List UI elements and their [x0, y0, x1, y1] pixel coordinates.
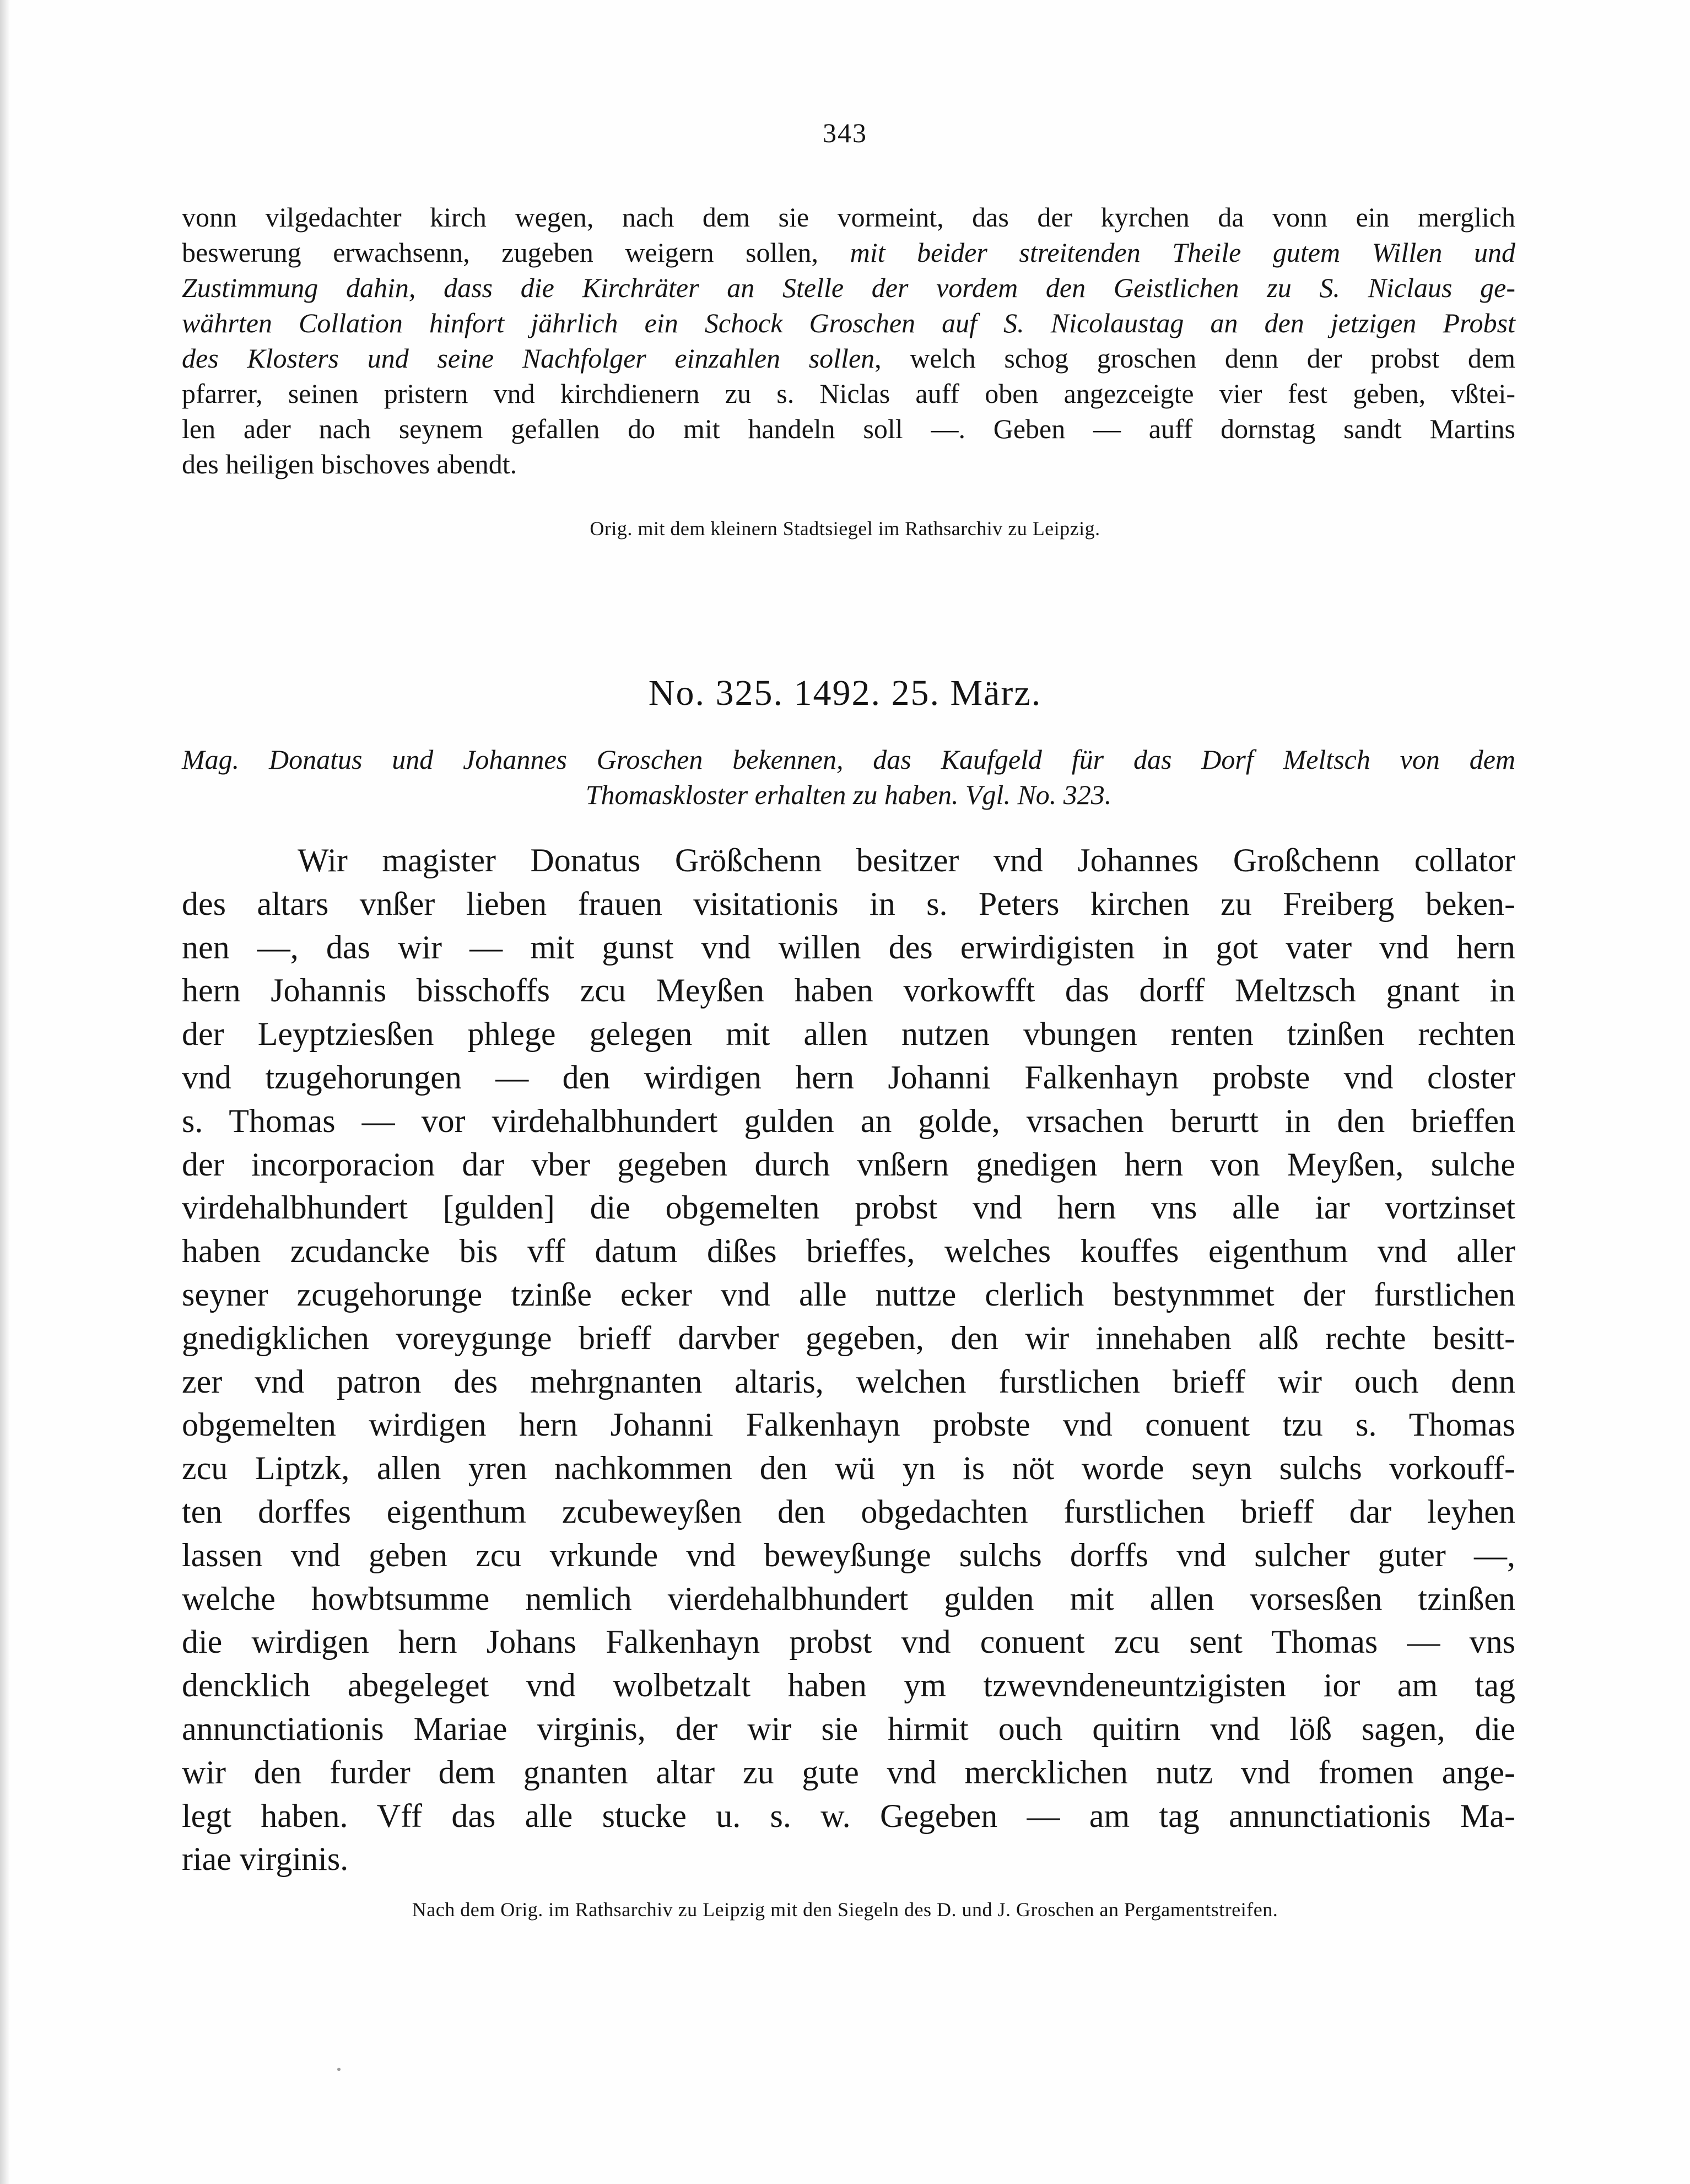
- body-line: die wirdigen hern Johans Falkenhayn probst vnd conuent zcu sent Thomas — vns: [182, 1624, 1515, 1660]
- document-source-note: Nach dem Orig. im Rathsarchiv zu Leipzig mit den Siegeln des D. und J. Groschen an Pergamentstreifen.: [412, 1899, 1278, 1921]
- summary-line: Thomaskloster erhalten zu haben. Vgl. No. 323.: [585, 779, 1112, 810]
- body-line: der incorporacion dar vber gegeben durch vnßern gnedigen hern von Meyßen, sulche: [182, 1146, 1515, 1183]
- body-line: wir den furder dem gnanten altar zu gute vnd mercklichen nutz vnd fromen ange-: [182, 1754, 1515, 1791]
- text-segment: pfarrer, seinen pristern vnd kirchdienern zu s. Niclas auff oben angezceigte vier fest geben, vßtei-: [182, 378, 1515, 409]
- text-line: [182, 305, 1515, 341]
- body-line: legt haben. Vff das alle stucke u. s. w. Gegeben — am tag annunctiationis Ma-: [182, 1797, 1515, 1834]
- document-heading: No. 325. 1492. 25. März.: [648, 673, 1042, 713]
- body-line: zcu Liptzk, allen yren nachkommen den wü yn is nöt worde seyn sulchs vorkouff-: [182, 1450, 1515, 1487]
- previous-document-source-note: Orig. mit dem kleinern Stadtsiegel im Rathsarchiv zu Leipzig.: [590, 517, 1100, 540]
- text-line: [182, 199, 1515, 235]
- text-line: [182, 341, 1515, 376]
- italic-segment: Zustimmung dahin, dass die Kirchräter an Stelle der vordem den Geistlichen zu S. Niclaus ge-: [182, 272, 1515, 303]
- body-line: ten dorffes eigenthum zcubeweyßen den obgedachten furstlichen brieff dar leyhen: [182, 1493, 1515, 1530]
- document-summary: [182, 742, 1515, 812]
- body-line: nen —, das wir — mit gunst vnd willen des erwirdigisten in got vater vnd hern: [182, 929, 1515, 966]
- body-line: annunctiationis Mariae virginis, der wir sie hirmit ouch quitirn vnd löß sagen, die: [182, 1710, 1515, 1747]
- italic-segment: währten Collation hinfort jährlich ein Schock Groschen auf S. Nicolaustag an den jetzigen Probst: [182, 308, 1515, 338]
- body-line: gnedigklichen voreygunge brieff darvber gegeben, den wir innehaben alß rechte besitt-: [182, 1319, 1515, 1356]
- body-line: virdehalbhundert [gulden] die obgemelten probst vnd hern vns alle iar vortzinset: [182, 1189, 1515, 1226]
- text-segment: beswerung erwachsenn, zugeben weigern sollen,: [182, 237, 850, 268]
- document-body-text: [182, 839, 1515, 1881]
- italic-segment: des Klosters und seine Nachfolger einzahlen sollen: [182, 343, 875, 374]
- text-segment: vonn vilgedachter kirch wegen, nach dem sie vormeint, das der kyrchen da vonn ein merglich: [182, 202, 1515, 233]
- text-segment: len ader nach seynem gefallen do mit handeln soll —. Geben — auff dornstag sandt Martins: [182, 413, 1515, 444]
- text-line: [182, 235, 1515, 270]
- body-line: lassen vnd geben zcu vrkunde vnd beweyßunge sulchs dorffs vnd sulcher guter —,: [182, 1536, 1515, 1573]
- scan-edge-shadow: [0, 0, 10, 2184]
- body-line: zer vnd patron des mehrgnanten altaris, welchen furstlichen brieff wir ouch denn: [182, 1363, 1515, 1400]
- text-line: [182, 270, 1515, 305]
- text-segment: , welch schog groschen denn der probst dem: [874, 343, 1515, 374]
- text-line: [182, 446, 1515, 482]
- body-line: riae virginis.: [182, 1841, 349, 1878]
- text-segment: des heiligen bischoves abendt.: [182, 449, 517, 479]
- italic-segment: mit beider streitenden Theile gutem Willen und: [850, 237, 1515, 268]
- body-line: dencklich abegeleget vnd wolbetzalt haben ym tzwevndeneuntzigisten ior am tag: [182, 1667, 1515, 1704]
- body-line: haben zcudancke bis vff datum dißes brieffes, welches kouffes eigenthum vnd aller: [182, 1233, 1515, 1270]
- body-line: des altars vnßer lieben frauen visitationis in s. Peters kirchen zu Freiberg beken-: [182, 885, 1515, 922]
- body-line: seyner zcugehorunge tzinße ecker vnd alle nuttze clerlich bestynmmet der furstlichen: [182, 1276, 1515, 1313]
- text-line: [182, 376, 1515, 411]
- previous-document-text: [182, 199, 1515, 482]
- body-line: welche howbtsumme nemlich vierdehalbhundert gulden mit allen vorsesßen tzinßen: [182, 1580, 1515, 1617]
- scan-speck: [337, 2068, 341, 2071]
- body-line: vnd tzugehorungen — den wirdigen hern Johanni Falkenhayn probste vnd closter: [182, 1059, 1515, 1096]
- text-line: [182, 411, 1515, 446]
- page-number: 343: [823, 117, 867, 148]
- body-line: s. Thomas — vor virdehalbhundert gulden an golde, vrsachen berurtt in den brieffen: [182, 1102, 1515, 1139]
- body-line: hern Johannis bisschoffs zcu Meyßen haben vorkowfft das dorff Meltzsch gnant in: [182, 972, 1515, 1009]
- body-line: der Leyptziesßen phlege gelegen mit allen nutzen vbungen renten tzinßen rechten: [182, 1016, 1515, 1053]
- body-line: obgemelten wirdigen hern Johanni Falkenhayn probste vnd conuent tzu s. Thomas: [182, 1406, 1515, 1443]
- body-line: Wir magister Donatus Größchenn besitzer vnd Johannes Großchenn collator: [298, 842, 1515, 878]
- summary-line: Mag. Donatus und Johannes Groschen bekennen, das Kaufgeld für das Dorf Meltsch von dem: [182, 744, 1515, 775]
